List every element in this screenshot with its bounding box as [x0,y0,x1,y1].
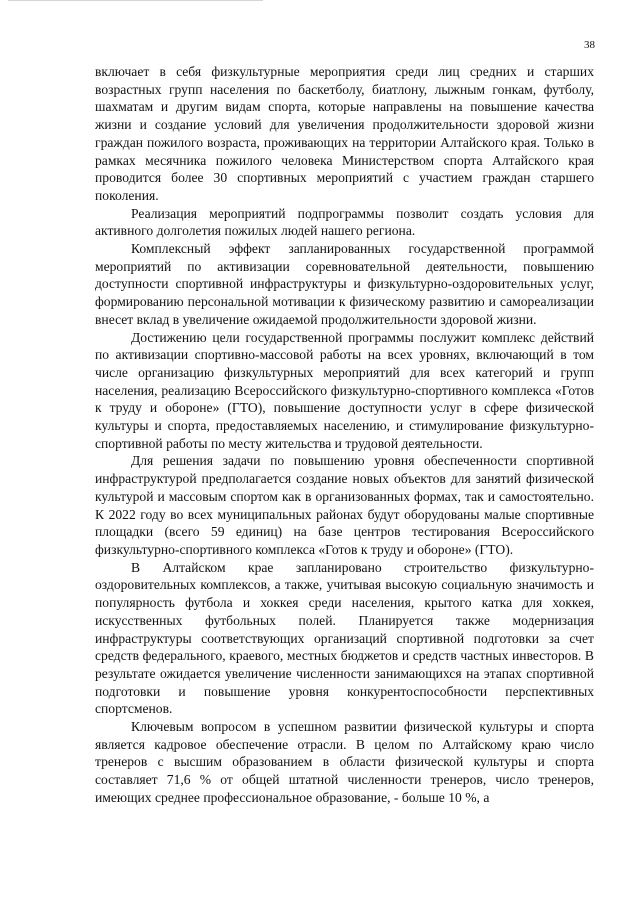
scan-edge-line [8,0,263,1]
paragraph-continued: включает в себя физкультурные мероприятия среди лиц средних и старших возрастных групп населения по баскетболу, биатлону, лыжным гонкам, футболу, шахматам и другим видам спорта, которые направлены на повышение качества жизни и создание условий для увеличения продолжительности здоровой жизни граждан пожилого возраста, проживающих на территории Алтайского края. Только в рамках месячника пожилого человека Министерством спорта Алтайского края проводится более 30 спортивных мероприятий с участием граждан старшего поколения. [95,64,594,203]
paragraph: Для решения задачи по повышению уровня обеспеченности спортивной инфраструктурой предполагается создание новых объектов для занятий физической культурой и массовым спортом как в организованных формах, так и самостоятельно. К 2022 году во всех муниципальных районах будут оборудованы малые спортивные площадки (всего 59 единиц) на базе центров тестирования Всероссийского физкультурно-спортивного комплекса «Готов к труду и обороне» (ГТО). [95,453,594,557]
page-number: 38 [584,39,595,51]
paragraph: В Алтайском крае запланировано строительство физкультурно-оздоровительных комплексов, а также, учитывая высокую социальную значимость и популярность футбола и хоккея среди населения, крытого катка для хоккея, искусственных футбольных полей. Планируется также модернизация инфраструктуры соответствующих организаций спортивной подготовки за счет средств федерального, краевого, местных бюджетов и средств частных инвесторов. В результате ожидается увеличение численности занимающихся на этапах спортивной подготовки и повышение уровня конкурентоспособности перспективных спортсменов. [95,559,594,717]
paragraph: Достижению цели государственной программы послужит комплекс действий по активизации спортивно-массовой работы на всех уровнях, включающий в том числе организацию физкультурных мероприятий для всех категорий и групп населения, реализацию Всероссийского физкультурно-спортивного комплекса «Готов к труду и обороне» (ГТО), повышение доступности услуг в сфере физической культуры и спорта, предоставляемых населению, и стимулирование физкультурно-спортивной работы по месту жительства и трудовой деятельности. [95,329,594,451]
paragraph: Комплексный эффект запланированных государственной программой мероприятий по активизации соревновательной деятельности, повышению доступности спортивной инфраструктуры и физкультурно-оздоровительных услуг, формированию персональной мотивации к физическому развитию и самореализации внесет вклад в увеличение ожидаемой продолжительности здоровой жизни. [95,241,594,327]
document-body [95,63,594,807]
paragraph: Реализация мероприятий подпрограммы позволит создать условия для активного долголетия пожилых людей нашего региона. [95,205,594,239]
paragraph: Ключевым вопросом в успешном развитии физической культуры и спорта является кадровое обеспечение отрасли. В целом по Алтайскому краю число тренеров с высшим образованием в области физической культуры и спорта составляет 71,6 % от общей штатной численности тренеров, число тренеров, имеющих среднее профессиональное образование, - больше 10 %, а [95,719,594,805]
